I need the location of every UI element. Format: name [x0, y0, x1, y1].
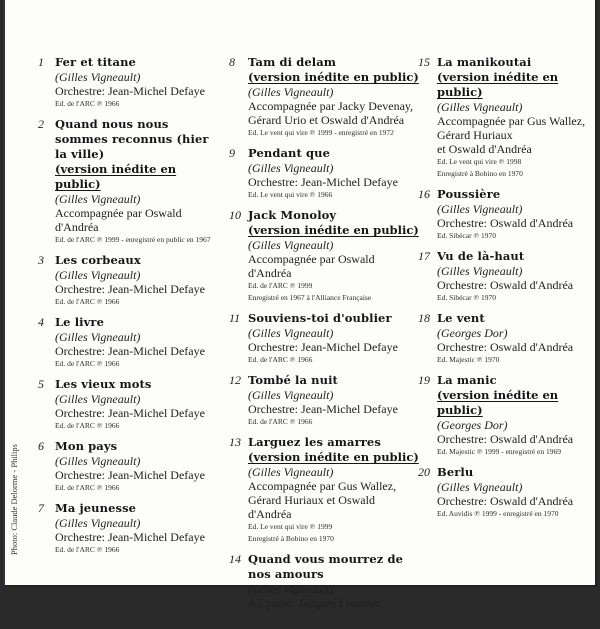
track-publisher-note: Ed. de l'ARC ℗ 1966	[55, 483, 120, 492]
track-version-note: (version inédite en public)	[248, 450, 419, 464]
track-number: 14	[229, 552, 241, 566]
track-credit: Orchestre: Oswald d'Andréa	[437, 340, 574, 354]
track-publisher-note: Ed. Le vent qui vire ℗ 1966	[248, 190, 333, 199]
track-author: (Georges Dor)	[437, 418, 508, 432]
track-publisher-note: Ed. de l'ARC ℗ 1966	[55, 99, 120, 108]
track-title: La manikoutai	[437, 55, 532, 69]
track-title: Quand vous mourrez de nos amours	[248, 552, 404, 581]
track-credit: Au piano: Jacques Loussier	[248, 596, 381, 610]
track-author: (Gilles Vigneault)	[248, 582, 334, 596]
track-publisher-note: Enregistré en 1967 à l'Alliance Française	[248, 293, 372, 302]
track-credit: Accompagnée par Gus Wallez,	[248, 479, 397, 493]
track-entry	[418, 465, 598, 520]
track-number: 8	[229, 55, 235, 69]
track-title: Pendant que	[248, 146, 331, 160]
track-number: 1	[38, 55, 44, 69]
track-number: 15	[418, 55, 430, 69]
track-entry	[229, 373, 419, 428]
track-number: 12	[229, 373, 241, 387]
track-entry	[38, 55, 223, 110]
track-number: 13	[229, 435, 241, 449]
track-publisher-note: Ed. de l'ARC ℗ 1966	[55, 545, 120, 554]
track-title: Souviens-toi d'oublier	[248, 311, 392, 325]
track-number: 20	[418, 465, 430, 479]
track-version-note: (version inédite en public)	[437, 70, 559, 99]
track-entry	[229, 435, 419, 545]
track-author: (Gilles Vigneault)	[248, 465, 334, 479]
track-number: 4	[38, 315, 44, 329]
booklet-page	[3, 0, 597, 620]
track-title: Le livre	[55, 315, 105, 329]
track-entry	[38, 315, 223, 370]
track-publisher-note: Ed. Majestic ℗ 1970	[437, 355, 500, 364]
track-author: (Gilles Vigneault)	[55, 516, 141, 530]
track-publisher-note: Ed. Majestic ℗ 1999 - enregistré en 1969	[437, 447, 561, 456]
track-title: Berlu	[437, 465, 474, 479]
track-publisher-note: Enregistré à Bobino en 1970	[437, 169, 523, 178]
track-author: (Gilles Vigneault)	[248, 238, 334, 252]
track-entry	[418, 187, 598, 242]
track-author: (Gilles Vigneault)	[248, 85, 334, 99]
track-credit: Accompagnée par Jacky Devenay,	[248, 99, 414, 113]
track-author: (Gilles Vigneault)	[55, 70, 141, 84]
track-version-note: (version inédite en public)	[248, 223, 419, 237]
track-publisher-note: Ed. Le vent qui vire ℗ 1999 - enregistré en 1972	[248, 128, 394, 137]
track-title: Mon pays	[55, 439, 118, 453]
track-credit: Accompagnée par Gus Wallez,	[437, 114, 586, 128]
track-column-3	[418, 55, 598, 527]
track-title: Le vent	[437, 311, 485, 325]
track-entry	[38, 501, 223, 556]
track-entry	[418, 311, 598, 366]
track-credit: Accompagnée par Oswald d'Andréa	[55, 206, 182, 234]
track-number: 17	[418, 249, 430, 263]
track-entry	[229, 146, 419, 201]
track-entry	[229, 208, 419, 304]
track-title: Ma jeunesse	[55, 501, 137, 515]
track-author: (Gilles Vigneault)	[55, 392, 141, 406]
track-title: Les corbeaux	[55, 253, 141, 267]
track-number: 5	[38, 377, 44, 391]
track-number: 18	[418, 311, 430, 325]
track-credit: Orchestre: Jean-Michel Defaye	[248, 175, 398, 189]
track-credit: Orchestre: Jean-Michel Defaye	[55, 344, 205, 358]
track-entry	[418, 249, 598, 304]
track-credit: Orchestre: Jean-Michel Defaye	[55, 468, 205, 482]
track-version-note: (version inédite en public)	[248, 70, 419, 84]
track-title: Quand nous nous sommes reconnus (hier la ville)	[55, 117, 209, 161]
track-entry	[418, 373, 598, 458]
track-number: 3	[38, 253, 44, 267]
track-credit: Orchestre: Jean-Michel Defaye	[55, 84, 205, 98]
track-credit: Gérard Huriaux	[437, 128, 513, 142]
track-entry	[38, 377, 223, 432]
track-publisher-note: Ed. Sibécar ℗ 1970	[437, 293, 497, 302]
track-title: Les vieux mots	[55, 377, 152, 391]
track-author: (Gilles Vigneault)	[437, 264, 523, 278]
track-author: (Gilles Vigneault)	[55, 454, 141, 468]
track-title: La manic	[437, 373, 497, 387]
track-entry	[229, 311, 419, 366]
photo-credit: Photo: Claude Delorme - Philips	[9, 444, 19, 555]
track-column-2	[229, 55, 419, 629]
track-title: Larguez les amarres	[248, 435, 381, 449]
track-credit: et Oswald d'Andréa	[437, 142, 532, 156]
track-author: (Gilles Vigneault)	[55, 192, 141, 206]
track-publisher-note: Ed. de l'ARC ℗ 1966	[55, 297, 120, 306]
track-author: (Gilles Vigneault)	[248, 326, 334, 340]
track-publisher-note: Ed. Le vent qui vire ℗ 1999	[248, 522, 333, 531]
track-publisher-note: Ed. Sibécar ℗ 1970	[437, 231, 497, 240]
track-author: (Gilles Vigneault)	[55, 268, 141, 282]
track-title: Tombé la nuit	[248, 373, 338, 387]
track-entry	[38, 253, 223, 308]
track-credit: Orchestre: Oswald d'Andréa	[437, 216, 574, 230]
track-entry	[229, 55, 419, 139]
track-author: (Gilles Vigneault)	[55, 330, 141, 344]
track-number: 2	[38, 117, 44, 131]
track-author: (Gilles Vigneault)	[437, 480, 523, 494]
track-publisher-note: Ed. de l'ARC ℗ 1966	[55, 421, 120, 430]
track-author: (Gilles Vigneault)	[248, 388, 334, 402]
track-author: (Gilles Vigneault)	[437, 202, 523, 216]
track-number: 6	[38, 439, 44, 453]
track-credit: Orchestre: Jean-Michel Defaye	[248, 340, 398, 354]
track-publisher-note: ℗ 1964	[248, 611, 271, 620]
track-column-1	[38, 55, 223, 563]
track-number: 19	[418, 373, 430, 387]
track-title: Jack Monoloy	[248, 208, 337, 222]
track-title: Poussière	[437, 187, 501, 201]
track-title: Tam di delam	[248, 55, 337, 69]
track-publisher-note: Ed. de l'ARC ℗ 1966	[55, 359, 120, 368]
track-credit: Orchestre: Oswald d'Andréa	[437, 432, 574, 446]
track-publisher-note: Ed. de l'ARC ℗ 1999 - enregistré en public en 1967	[55, 235, 211, 244]
track-credit: Orchestre: Jean-Michel Defaye	[55, 282, 205, 296]
track-number: 16	[418, 187, 430, 201]
track-credit: Gérard Urio et Oswald d'Andréa	[248, 113, 405, 127]
track-author: (Gilles Vigneault)	[437, 100, 523, 114]
track-author: (Gilles Vigneault)	[248, 161, 334, 175]
track-title: Vu de là-haut	[437, 249, 525, 263]
track-version-note: (version inédite en public)	[437, 388, 559, 417]
track-publisher-note: Ed. Auvidis ℗ 1999 - enregistré en 1970	[437, 509, 559, 518]
track-credit: Orchestre: Jean-Michel Defaye	[55, 406, 205, 420]
track-entry	[229, 552, 419, 622]
track-number: 9	[229, 146, 235, 160]
track-credit: Orchestre: Jean-Michel Defaye	[248, 402, 398, 416]
track-credit: Orchestre: Oswald d'Andréa	[437, 494, 574, 508]
track-publisher-note: Ed. de l'ARC ℗ 1966	[248, 417, 313, 426]
track-credit: Gérard Huriaux et Oswald d'Andréa	[248, 493, 375, 521]
track-author: (Georges Dor)	[437, 326, 508, 340]
track-publisher-note: Enregistré à Bobino en 1970	[248, 534, 334, 543]
track-credit: Orchestre: Oswald d'Andréa	[437, 278, 574, 292]
track-number: 10	[229, 208, 241, 222]
track-number: 7	[38, 501, 44, 515]
track-publisher-note: Ed. Le vent qui vire ℗ 1998	[437, 157, 522, 166]
track-credit: Accompagnée par Oswald d'Andréa	[248, 252, 375, 280]
track-number: 11	[229, 311, 241, 325]
track-version-note: (version inédite en public)	[55, 162, 177, 191]
track-entry	[38, 117, 223, 246]
track-publisher-note: Ed. de l'ARC ℗ 1966	[248, 355, 313, 364]
track-title: Fer et titane	[55, 55, 136, 69]
track-entry	[38, 439, 223, 494]
track-entry	[418, 55, 598, 180]
track-credit: Orchestre: Jean-Michel Defaye	[55, 530, 205, 544]
track-publisher-note: Ed. de l'ARC ℗ 1999	[248, 281, 313, 290]
